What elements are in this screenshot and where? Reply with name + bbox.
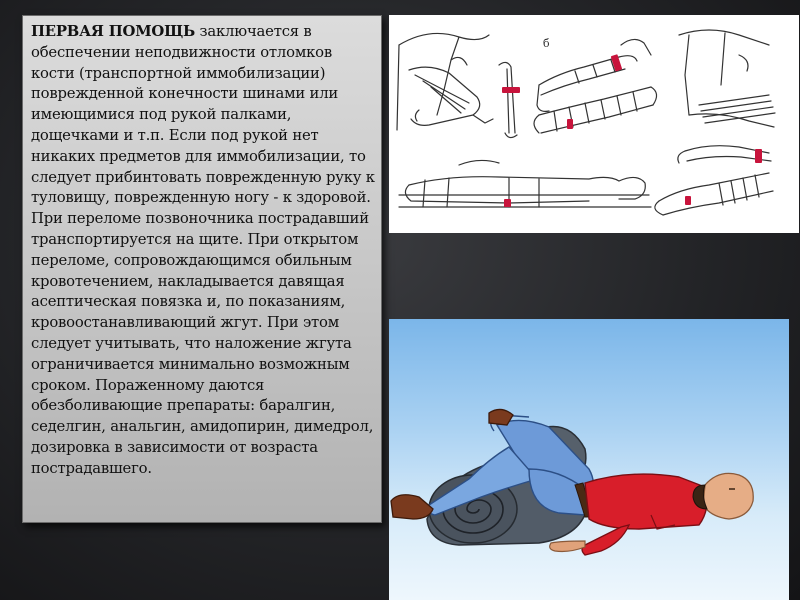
first-aid-heading: ПЕРВАЯ ПОМОЩЬ: [31, 23, 196, 40]
first-aid-paragraph: [31, 22, 375, 480]
leg-splint-drawing: [537, 39, 651, 111]
arm-sling-right-drawing: [679, 30, 775, 127]
lying-body-splint-drawing: [399, 160, 651, 207]
person-lying-drawing: [389, 319, 789, 600]
panel-label-b: б: [543, 37, 550, 50]
sling-arm-drawing: [397, 33, 493, 130]
first-aid-text-box: [22, 15, 382, 523]
first-aid-body: заключается в обеспечении неподвижности отломков кости (транспортной иммобилизации) поврежденной конечности шинами или имеющимися под рукой палками, дощечками и т.п. Если под рукой нет никаких предметов для иммобилизации, то следует прибинтовать поврежденную руку к туловищу, поврежденную ногу - к здоровой. При переломе позвоночника пострадавший транспортируется на щите. При открытом переломе, сопровождающимся обильным кровотечением, накладывается давящая асептическая повязка и, по показаниям, кровоостанавливающий жгут. При этом следует учитывать, что наложение жгута ограничивается минимально возможным сроком. Пораженному даются обезболивающие препараты: баралгин, седелгин, анальгин, амидопирин, димедрол, дозировка в зависимости от возраста пострадавшего.: [31, 23, 375, 477]
bandaged-arm-drawing: [655, 173, 773, 215]
red-shirt: [582, 474, 707, 555]
hand: [550, 541, 585, 552]
person-lying-on-roll-illustration: [389, 319, 789, 600]
bandaged-leg-drawing: [534, 87, 657, 133]
red-bands: [502, 54, 762, 207]
immobilization-drawings: [389, 15, 799, 233]
forearm-bandage-drawing: [499, 62, 517, 137]
immobilization-illustration: [389, 15, 799, 233]
